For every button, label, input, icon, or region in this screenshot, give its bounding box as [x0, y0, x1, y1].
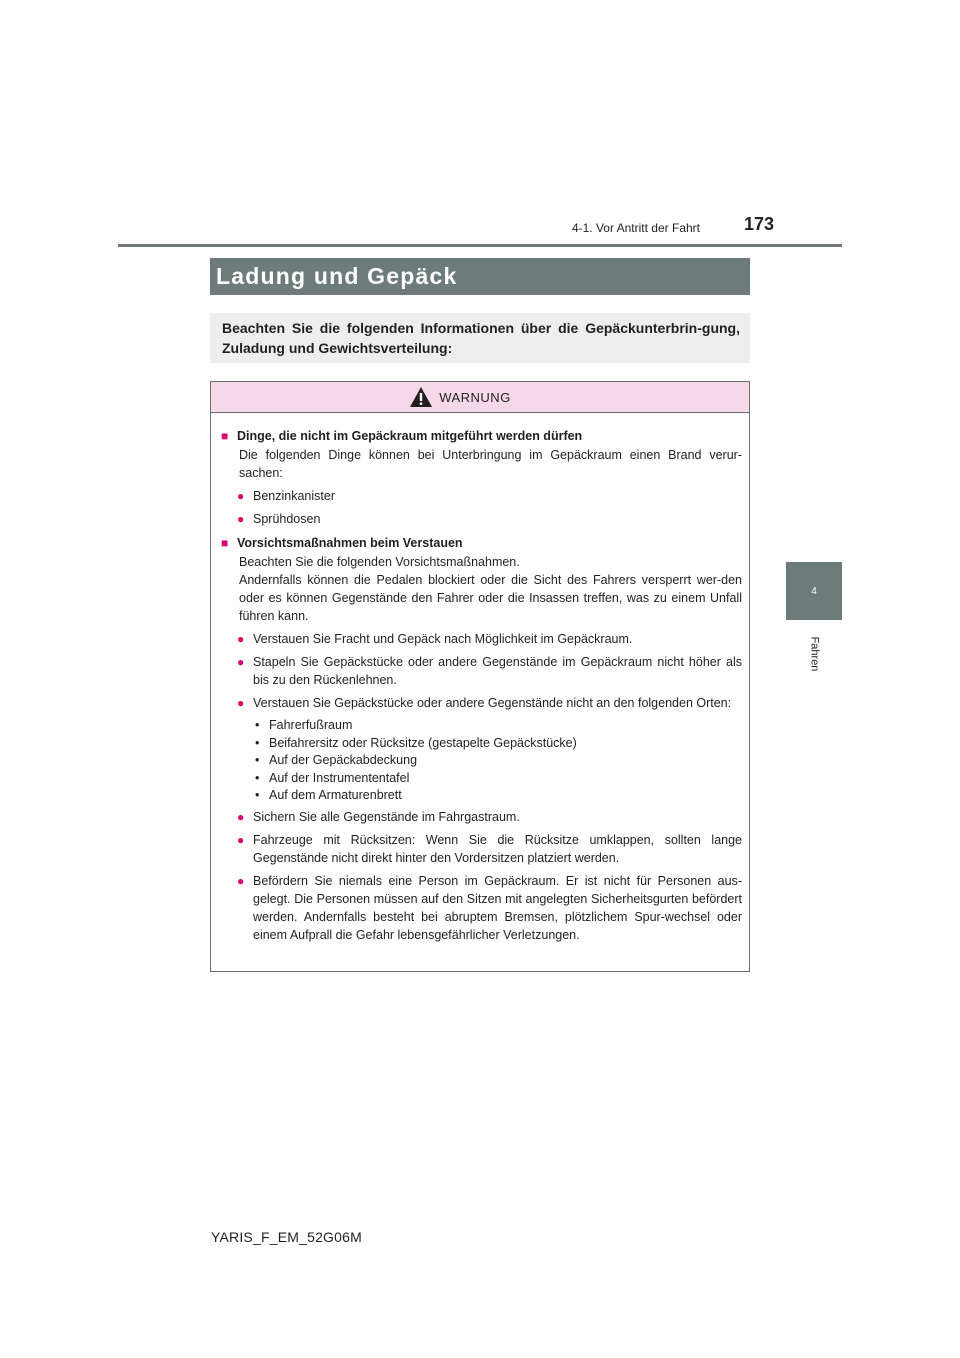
warning-header — [211, 382, 749, 413]
section-text: Andernfalls können die Pedalen blockiert oder die Sicht des Fahrers versperrt wer-den oder es können Gegenstände den Fahrer oder die Insassen treffen, was zu einem Unfall führen kann. — [239, 573, 742, 623]
round-bullet-icon: ● — [237, 696, 245, 710]
list-item — [237, 487, 742, 505]
sublist-text: Auf der Instrumententafel — [269, 770, 410, 785]
list-item — [237, 630, 742, 648]
page-title: Ladung und Gepäck — [216, 263, 458, 289]
header-rule — [118, 244, 842, 247]
section-text: Die folgenden Dinge können bei Unterbringung im Gepäckraum einen Brand verur-sachen: — [239, 448, 742, 480]
round-bullet-icon: ● — [237, 632, 245, 646]
warning-triangle-icon — [409, 386, 433, 408]
sublist-item — [253, 735, 742, 753]
bullet-text: Benzinkanister — [253, 489, 335, 503]
list-item — [237, 872, 742, 944]
intro-box: Beachten Sie die folgenden Informationen über die Gepäckunterbrin-gung, Zuladung und Gewichtsverteilung: — [210, 313, 750, 363]
chapter-label-text: Fahren — [807, 636, 820, 672]
sublist — [253, 717, 742, 805]
bullet-text: Fahrzeuge mit Rücksitzen: Wenn Sie die Rücksitze umklappen, sollten lange Gegenstände nicht direkt hinter den Vordersitzen platziert werden. — [253, 832, 742, 865]
bullet-text: Befördern Sie niemals eine Person im Gepäckraum. Er ist nicht für Personen aus-gelegt. Die Personen müssen auf den Sitzen mit angelegten Sicherheitsgurten befördert werden. Andernfalls besteht bei abruptem Bremsen, plötzlichem Spur-wechsel oder einem Aufprall die Gefahr lebensgefährlicher Verletzungen. — [253, 873, 742, 942]
header-section-title: 4-1. Vor Antritt der Fahrt — [571, 221, 700, 235]
round-bullet-icon: ● — [237, 873, 245, 888]
square-bullet-icon: ■ — [221, 429, 229, 443]
section-heading-forbidden-items — [221, 427, 742, 445]
list-item — [237, 653, 742, 689]
title-bar — [210, 258, 750, 295]
section-heading-text: Dinge, die nicht im Gepäckraum mitgeführt werden dürfen — [237, 429, 583, 443]
bullet-text: Sichern Sie alle Gegenstände im Fahrgastraum. — [253, 809, 520, 824]
sublist-text: Beifahrersitz oder Rücksitze (gestapelte Gepäckstücke) — [269, 735, 577, 750]
square-bullet-icon: ■ — [221, 536, 229, 550]
sublist-item — [253, 752, 742, 770]
bullet-text: Sprühdosen — [253, 512, 321, 526]
sublist-item — [253, 770, 742, 788]
section-text: Beachten Sie die folgenden Vorsichtsmaßnahmen. — [239, 555, 520, 569]
small-bullet-icon: • — [255, 718, 260, 732]
section-heading-text: Vorsichtsmaßnahmen beim Verstauen — [237, 536, 463, 550]
sublist-item — [253, 717, 742, 735]
small-bullet-icon: • — [255, 753, 260, 767]
small-bullet-icon: • — [255, 788, 260, 802]
warning-body — [211, 413, 749, 944]
round-bullet-icon: ● — [237, 832, 245, 847]
small-bullet-icon: • — [255, 735, 260, 750]
list-item — [237, 694, 742, 712]
chapter-label — [786, 624, 842, 684]
page-number: 173 — [743, 214, 774, 234]
sublist-text: Fahrerfußraum — [269, 718, 353, 732]
list-item — [237, 510, 742, 528]
small-bullet-icon: • — [255, 770, 260, 785]
bullet-text: Verstauen Sie Gepäckstücke oder andere Gegenstände nicht an den folgenden Orten: — [253, 696, 732, 710]
round-bullet-icon: ● — [237, 512, 245, 526]
bullet-text: Stapeln Sie Gepäckstücke oder andere Gegenstände im Gepäckraum nicht höher als bis zu den Rückenlehnen. — [253, 655, 742, 687]
list-item — [237, 831, 742, 867]
warning-title: WARNUNG — [439, 389, 511, 405]
sublist-text: Auf dem Armaturenbrett — [269, 788, 402, 802]
warning-box — [210, 381, 750, 972]
footer-code: YARIS_F_EM_52G06M — [211, 1229, 362, 1245]
sublist-text: Auf der Gepäckabdeckung — [269, 753, 418, 767]
bullet-text: Verstauen Sie Fracht und Gepäck nach Möglichkeit im Gepäckraum. — [253, 632, 633, 646]
round-bullet-icon: ● — [237, 489, 245, 503]
section-heading-stowing-precautions — [221, 534, 742, 552]
list-item — [237, 808, 742, 826]
chapter-tab: 4 — [786, 562, 842, 620]
sublist-item — [253, 787, 742, 805]
round-bullet-icon: ● — [237, 655, 245, 669]
round-bullet-icon: ● — [237, 809, 245, 824]
